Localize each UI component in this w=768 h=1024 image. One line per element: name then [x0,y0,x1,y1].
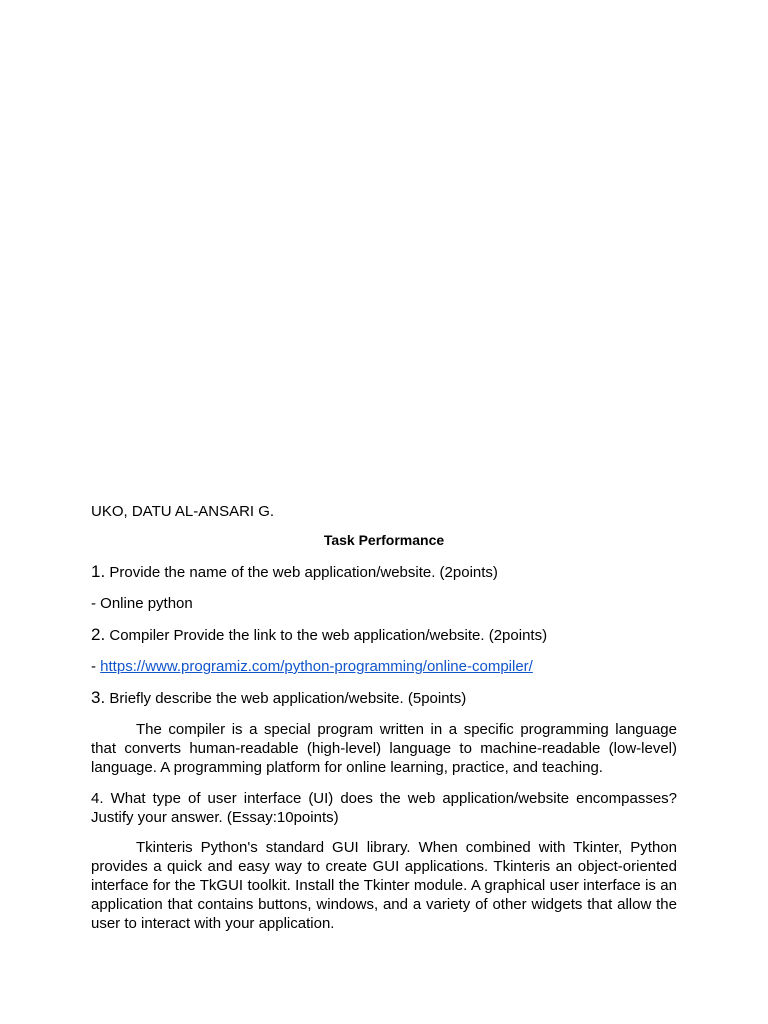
answer-1-prefix: - [91,595,101,612]
answer-1-text: Online python [100,595,193,612]
question-1-text: Provide the name of the web application/website. (2points) [109,564,498,581]
question-4 [91,789,677,827]
question-2 [91,625,677,645]
question-4-text: What type of user interface (UI) does the web application/website encompasses? Justify your answer. (Essay:10points) [91,790,678,826]
compiler-link[interactable]: https://www.programiz.com/python-programming/online-compiler/ [100,658,533,675]
answer-2-prefix: - [91,658,101,675]
question-3-number: 3. [91,688,106,707]
question-3-text: Briefly describe the web application/website. (5points) [109,690,467,707]
question-1 [91,562,677,582]
question-2-number: 2. [91,625,106,644]
answer-2 [91,657,677,676]
answer-1 [91,594,677,613]
author-name: UKO, DATU AL-ANSARI G. [91,503,275,520]
answer-4-paragraph: Tkinteris Python's standard GUI library. When combined with Tkinter, Python provides a quick and easy way to create GUI applications. Tkinteris an object-oriented interface for the TkGUI toolkit. Install the Tkinter module. A graphical user interface is an application that contains buttons, windows, and a variety of other widgets that allow the user to interact with your application. [91,839,677,932]
document-title: Task Performance [323,532,445,548]
question-3 [91,688,677,708]
question-4-number: 4. [91,790,104,807]
answer-3-paragraph: The compiler is a special program written in a specific programming language that converts human-readable (high-level) language to machine-readable (low-level) language. A programming platform for online learning, practice, and teaching. [91,721,677,776]
question-2-text: Compiler Provide the link to the web application/website. (2points) [109,627,548,644]
question-1-number: 1. [91,562,106,581]
document-body [91,502,677,945]
